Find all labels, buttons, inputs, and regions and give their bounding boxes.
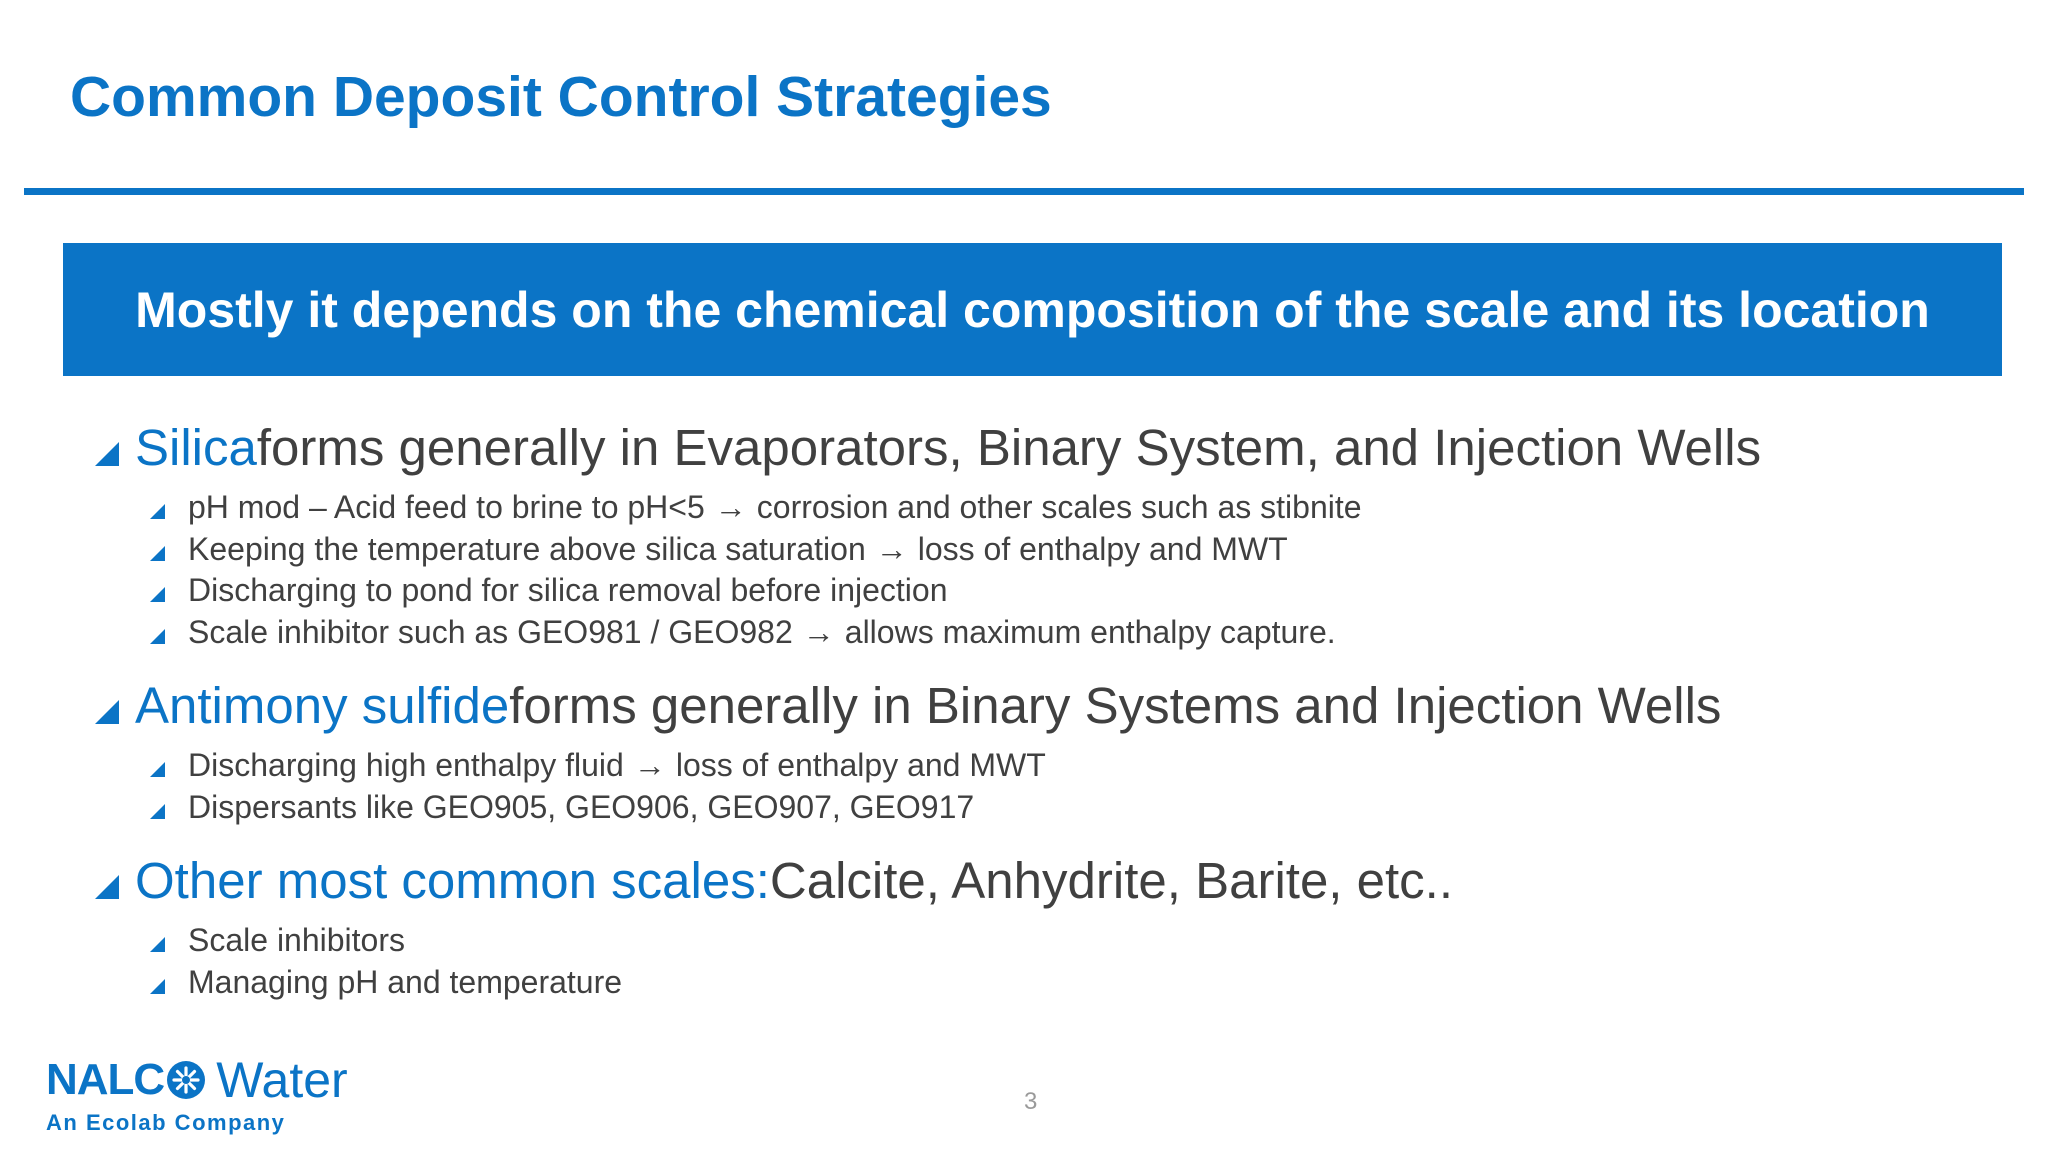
bullet-text: Discharging to pond for silica removal before injection — [188, 572, 948, 609]
bullet-triangle-icon — [150, 587, 165, 602]
bullet-text-result: loss of enthalpy and MWT — [917, 530, 1288, 567]
section-silica — [95, 415, 1995, 653]
arrow-right-icon: → — [802, 613, 835, 650]
bullet-level2 — [150, 920, 1995, 962]
bullet-level1 — [95, 415, 1995, 479]
bullet-triangle-icon — [95, 700, 119, 724]
bullet-text: Calcite, Anhydrite, Barite, etc.. — [769, 851, 1454, 909]
logo-water-text: Water — [216, 1052, 348, 1108]
arrow-right-icon: → — [875, 530, 908, 567]
bullet-text: Managing pH and temperature — [188, 963, 623, 1000]
bullet-text-result: corrosion and other scales such as stibnite — [756, 489, 1362, 526]
bullet-triangle-icon — [150, 762, 165, 777]
bullet-text-result: loss of enthalpy and MWT — [675, 747, 1046, 784]
bullet-level1 — [95, 848, 1995, 912]
bullet-level2 — [150, 612, 1995, 654]
bullet-triangle-icon — [95, 875, 119, 899]
bullet-text-result: allows maximum enthalpy capture. — [844, 613, 1336, 650]
bullet-triangle-icon — [150, 504, 165, 519]
logo-brand-text: NALC — [46, 1055, 165, 1104]
logo-subtitle: An Ecolab Company — [46, 1110, 286, 1135]
arrow-right-icon: → — [633, 747, 666, 784]
bullet-triangle-icon — [150, 546, 165, 561]
bullet-level2 — [150, 745, 1995, 787]
bullet-level2 — [150, 529, 1995, 571]
bullet-text: Scale inhibitor such as GEO981 / GEO982 — [188, 613, 793, 650]
logo-brand — [46, 1055, 208, 1105]
bullet-highlight: Antimony sulfide — [135, 676, 510, 734]
bullet-triangle-icon — [95, 442, 119, 466]
section-antimony-sulfide — [95, 673, 1995, 828]
nalco-water-logo — [46, 1052, 348, 1136]
bullet-text: Scale inhibitors — [188, 922, 405, 959]
bullet-text: forms generally in Binary Systems and Injection Wells — [509, 676, 1722, 734]
bullet-level1 — [95, 673, 1995, 737]
section-other-scales — [95, 848, 1995, 1003]
bullet-triangle-icon — [150, 979, 165, 994]
bullet-text: Dispersants like GEO905, GEO906, GEO907, GEO917 — [188, 788, 975, 825]
title-divider — [24, 188, 2024, 195]
bullet-text: forms generally in Evaporators, Binary System, and Injection Wells — [256, 418, 1762, 476]
bullet-text: pH mod – Acid feed to brine to pH<5 — [188, 489, 705, 526]
bullet-level2 — [150, 787, 1995, 829]
bullet-level2 — [150, 570, 1995, 612]
bullet-text: Discharging high enthalpy fluid — [188, 747, 624, 784]
bullet-highlight: Silica — [135, 418, 257, 476]
logo-starburst-icon — [166, 1060, 206, 1100]
bullet-level2 — [150, 487, 1995, 529]
bullet-text: Keeping the temperature above silica saturation — [188, 530, 866, 567]
slide-title: Common Deposit Control Strategies — [70, 65, 1052, 129]
content-area — [95, 415, 1995, 1003]
bullet-highlight: Other most common scales: — [135, 851, 770, 909]
banner — [63, 243, 2002, 376]
bullet-triangle-icon — [150, 937, 165, 952]
bullet-level2 — [150, 962, 1995, 1004]
arrow-right-icon: → — [714, 489, 747, 526]
bullet-triangle-icon — [150, 629, 165, 644]
bullet-triangle-icon — [150, 804, 165, 819]
logo-main — [46, 1052, 348, 1108]
page-number: 3 — [1024, 1088, 1038, 1115]
banner-text: Mostly it depends on the chemical composition of the scale and its location — [135, 281, 1930, 338]
